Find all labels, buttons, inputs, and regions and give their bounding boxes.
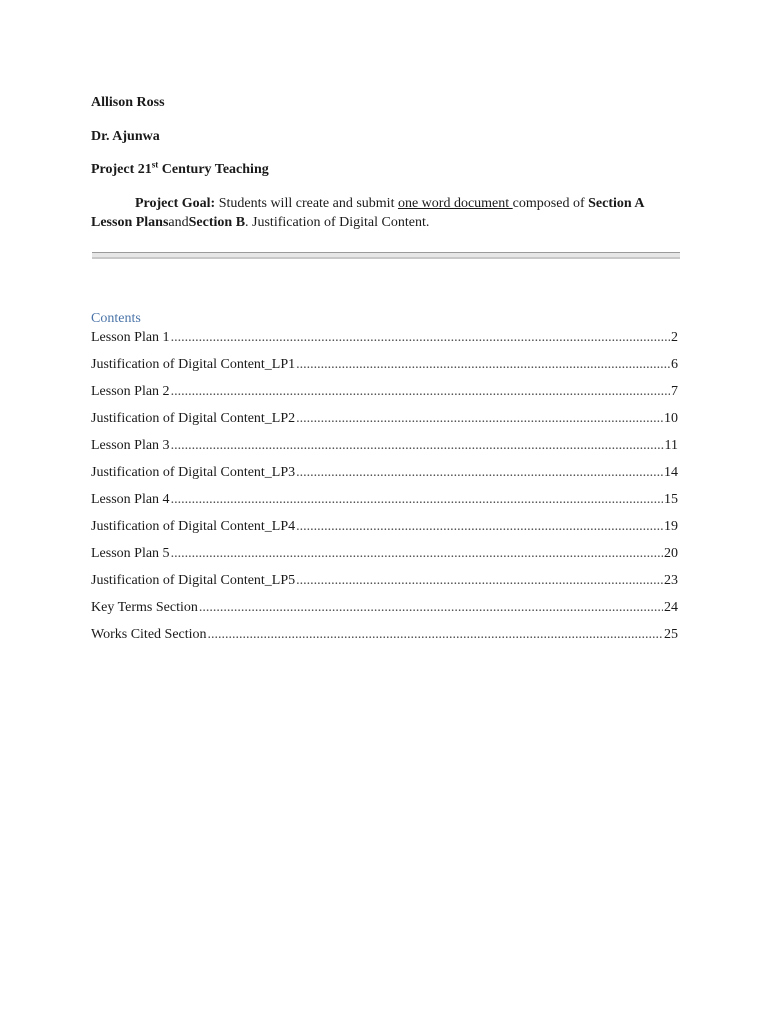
- goal-text-4: . Justification of Digital Content.: [245, 215, 430, 230]
- project-title-suffix: Century Teaching: [158, 162, 269, 177]
- toc-entry[interactable]: [91, 572, 678, 599]
- toc-entry[interactable]: [91, 518, 678, 545]
- toc-leader-dots: [296, 464, 663, 482]
- toc-leader-dots: [171, 383, 670, 401]
- toc-entry-page: 24: [664, 600, 678, 615]
- toc-entry[interactable]: [91, 464, 678, 491]
- goal-text-3: and: [168, 215, 189, 230]
- project-goal-paragraph: [91, 194, 681, 232]
- project-goal-label: Project Goal:: [135, 196, 216, 211]
- toc-entry[interactable]: [91, 626, 678, 653]
- toc-entry-page: 19: [664, 519, 678, 534]
- toc-entry-title[interactable]: Lesson Plan 2: [91, 384, 170, 399]
- project-title-prefix: Project 21: [91, 162, 152, 177]
- toc-entry-title[interactable]: Lesson Plan 4: [91, 492, 170, 507]
- toc-entry[interactable]: [91, 437, 678, 464]
- toc-entry-page: 23: [664, 573, 678, 588]
- toc-entry-title[interactable]: Lesson Plan 5: [91, 546, 170, 561]
- toc-entry-page: 20: [664, 546, 678, 561]
- toc-entry[interactable]: [91, 410, 678, 437]
- toc-entry-page: 7: [671, 384, 678, 399]
- toc-leader-dots: [296, 410, 663, 428]
- toc-entry-page: 14: [664, 465, 678, 480]
- toc-leader-dots: [208, 626, 663, 644]
- toc-entry-title[interactable]: Justification of Digital Content_LP2: [91, 411, 296, 426]
- toc-entry-page: 25: [664, 627, 678, 642]
- toc-entry[interactable]: [91, 491, 678, 518]
- toc-heading: Contents: [91, 311, 141, 326]
- toc-entry-page: 10: [664, 411, 678, 426]
- toc-entry[interactable]: [91, 599, 678, 626]
- author-name: Allison Ross: [91, 95, 165, 110]
- toc-entry-title[interactable]: Lesson Plan 1: [91, 330, 170, 345]
- toc-entry-title[interactable]: Justification of Digital Content_LP1: [91, 357, 296, 372]
- goal-text-2: composed of: [512, 196, 589, 211]
- toc-leader-dots: [171, 437, 664, 455]
- table-of-contents: [91, 329, 678, 653]
- toc-entry-page: 11: [664, 438, 678, 453]
- toc-leader-dots: [296, 518, 663, 536]
- toc-entry-title[interactable]: Key Terms Section: [91, 600, 198, 615]
- goal-section-a: Section A Lesson Plans: [91, 196, 644, 230]
- toc-entry-title[interactable]: Justification of Digital Content_LP3: [91, 465, 296, 480]
- toc-leader-dots: [171, 545, 663, 563]
- goal-underlined-text: one word document: [397, 196, 513, 211]
- toc-entry-title[interactable]: Justification of Digital Content_LP4: [91, 519, 296, 534]
- toc-leader-dots: [171, 329, 670, 347]
- toc-entry-title[interactable]: Justification of Digital Content_LP5: [91, 573, 296, 588]
- toc-entry-page: 6: [671, 357, 678, 372]
- toc-entry[interactable]: [91, 356, 678, 383]
- toc-entry[interactable]: [91, 329, 678, 356]
- toc-leader-dots: [199, 599, 663, 617]
- toc-entry-title[interactable]: Works Cited Section: [91, 627, 207, 642]
- horizontal-divider: [92, 252, 680, 259]
- project-title: [91, 161, 269, 179]
- instructor-name: Dr. Ajunwa: [91, 129, 160, 144]
- toc-leader-dots: [296, 356, 670, 374]
- toc-entry-title[interactable]: Lesson Plan 3: [91, 438, 170, 453]
- toc-entry[interactable]: [91, 545, 678, 572]
- goal-section-b: Section B: [188, 215, 246, 230]
- goal-text-1: Students will create and submit: [215, 196, 398, 211]
- project-title-superscript: st: [151, 159, 159, 170]
- toc-entry[interactable]: [91, 383, 678, 410]
- toc-leader-dots: [171, 491, 663, 509]
- toc-entry-page: 2: [671, 330, 678, 345]
- toc-leader-dots: [296, 572, 663, 590]
- toc-entry-page: 15: [664, 492, 678, 507]
